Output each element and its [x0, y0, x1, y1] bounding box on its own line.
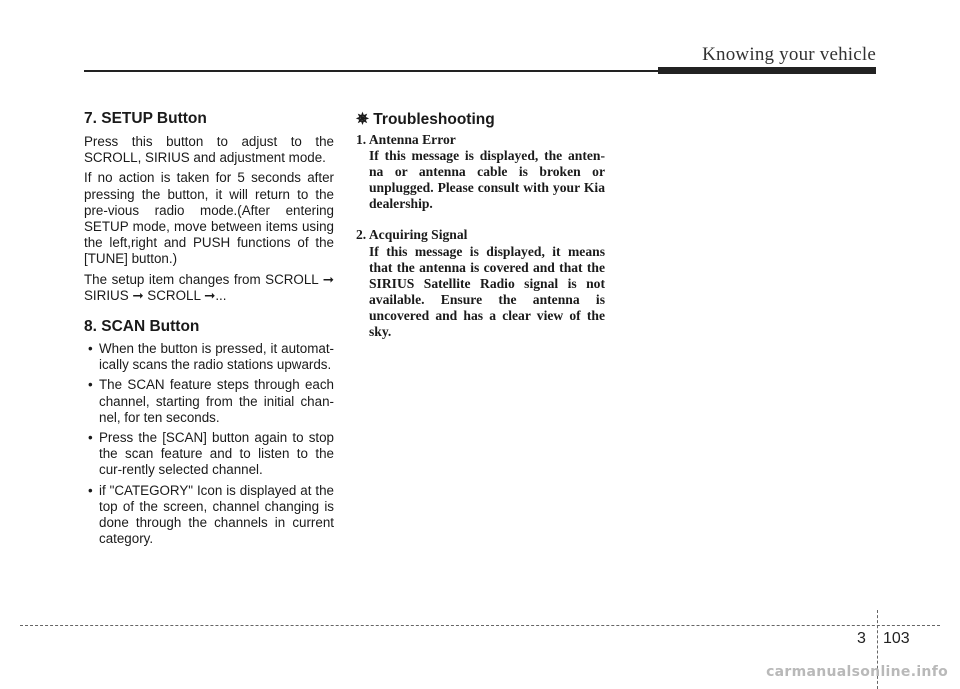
bullet-icon: •: [88, 377, 93, 393]
watermark: carmanualsonline.info: [766, 664, 948, 680]
header-rule-thick: [658, 67, 876, 74]
bullet-icon: •: [88, 341, 93, 357]
troubleshooting-item-body: If this message is displayed, the anten-na or antenna cable is broken or unplugged. Please consult with your Kia dealership.: [369, 148, 605, 212]
list-item: [84, 341, 334, 373]
page-chapter: 3: [857, 630, 866, 647]
list-item-text: The SCAN feature steps through each channel, starting from the initial chan-nel, for ten seconds.: [99, 377, 334, 425]
troubleshooting-item: [356, 132, 605, 212]
troubleshooting-item-title: 2. Acquiring Signal: [356, 227, 468, 243]
page-number: 103: [883, 630, 910, 647]
list-item: [84, 483, 334, 548]
header-title: Knowing your vehicle: [702, 44, 876, 65]
setup-paragraph: Press this button to adjust to the SCROLL, SIRIUS and adjustment mode.: [84, 134, 334, 166]
header-rule-thin: [84, 70, 662, 72]
troubleshooting-item-body: If this message is displayed, it means that the antenna is covered and that the SIRIUS Satellite Radio signal is not available. Ensure the antenna is uncovered and has a clear view of the sky.: [369, 243, 605, 340]
list-item: [84, 377, 334, 426]
list-item-text: if "CATEGORY" Icon is displayed at the top of the screen, channel changing is done through the channels in current category.: [99, 482, 334, 547]
left-column: [84, 110, 334, 551]
list-item-text: Press the [SCAN] button again to stop the scan feature and to listen to the cur-rently selected channel.: [99, 430, 334, 478]
bullet-icon: •: [88, 430, 93, 446]
right-column: [356, 110, 605, 355]
footer-rule: [20, 625, 940, 626]
setup-heading: 7. SETUP Button: [84, 110, 207, 127]
setup-paragraph: If no action is taken for 5 seconds after pressing the button, it will return to the pre-vious radio mode.(After entering SETUP mode, move between items using the left,right and PUSH functions of the [TUNE] button.): [84, 170, 334, 267]
scan-bullet-list: [84, 341, 334, 547]
troubleshooting-heading: ✵ Troubleshooting: [356, 111, 495, 128]
bullet-icon: •: [88, 482, 93, 498]
list-item-text: When the button is pressed, it automat-ically scans the radio stations upwards.: [99, 341, 334, 373]
scan-heading: 8. SCAN Button: [84, 318, 200, 336]
setup-paragraph: The setup item changes from SCROLL ➞ SIRIUS ➞ SCROLL ➞...: [84, 271, 334, 303]
troubleshooting-item-title: 1. Antenna Error: [356, 132, 456, 147]
troubleshooting-item: [356, 227, 605, 340]
list-item: [84, 430, 334, 479]
